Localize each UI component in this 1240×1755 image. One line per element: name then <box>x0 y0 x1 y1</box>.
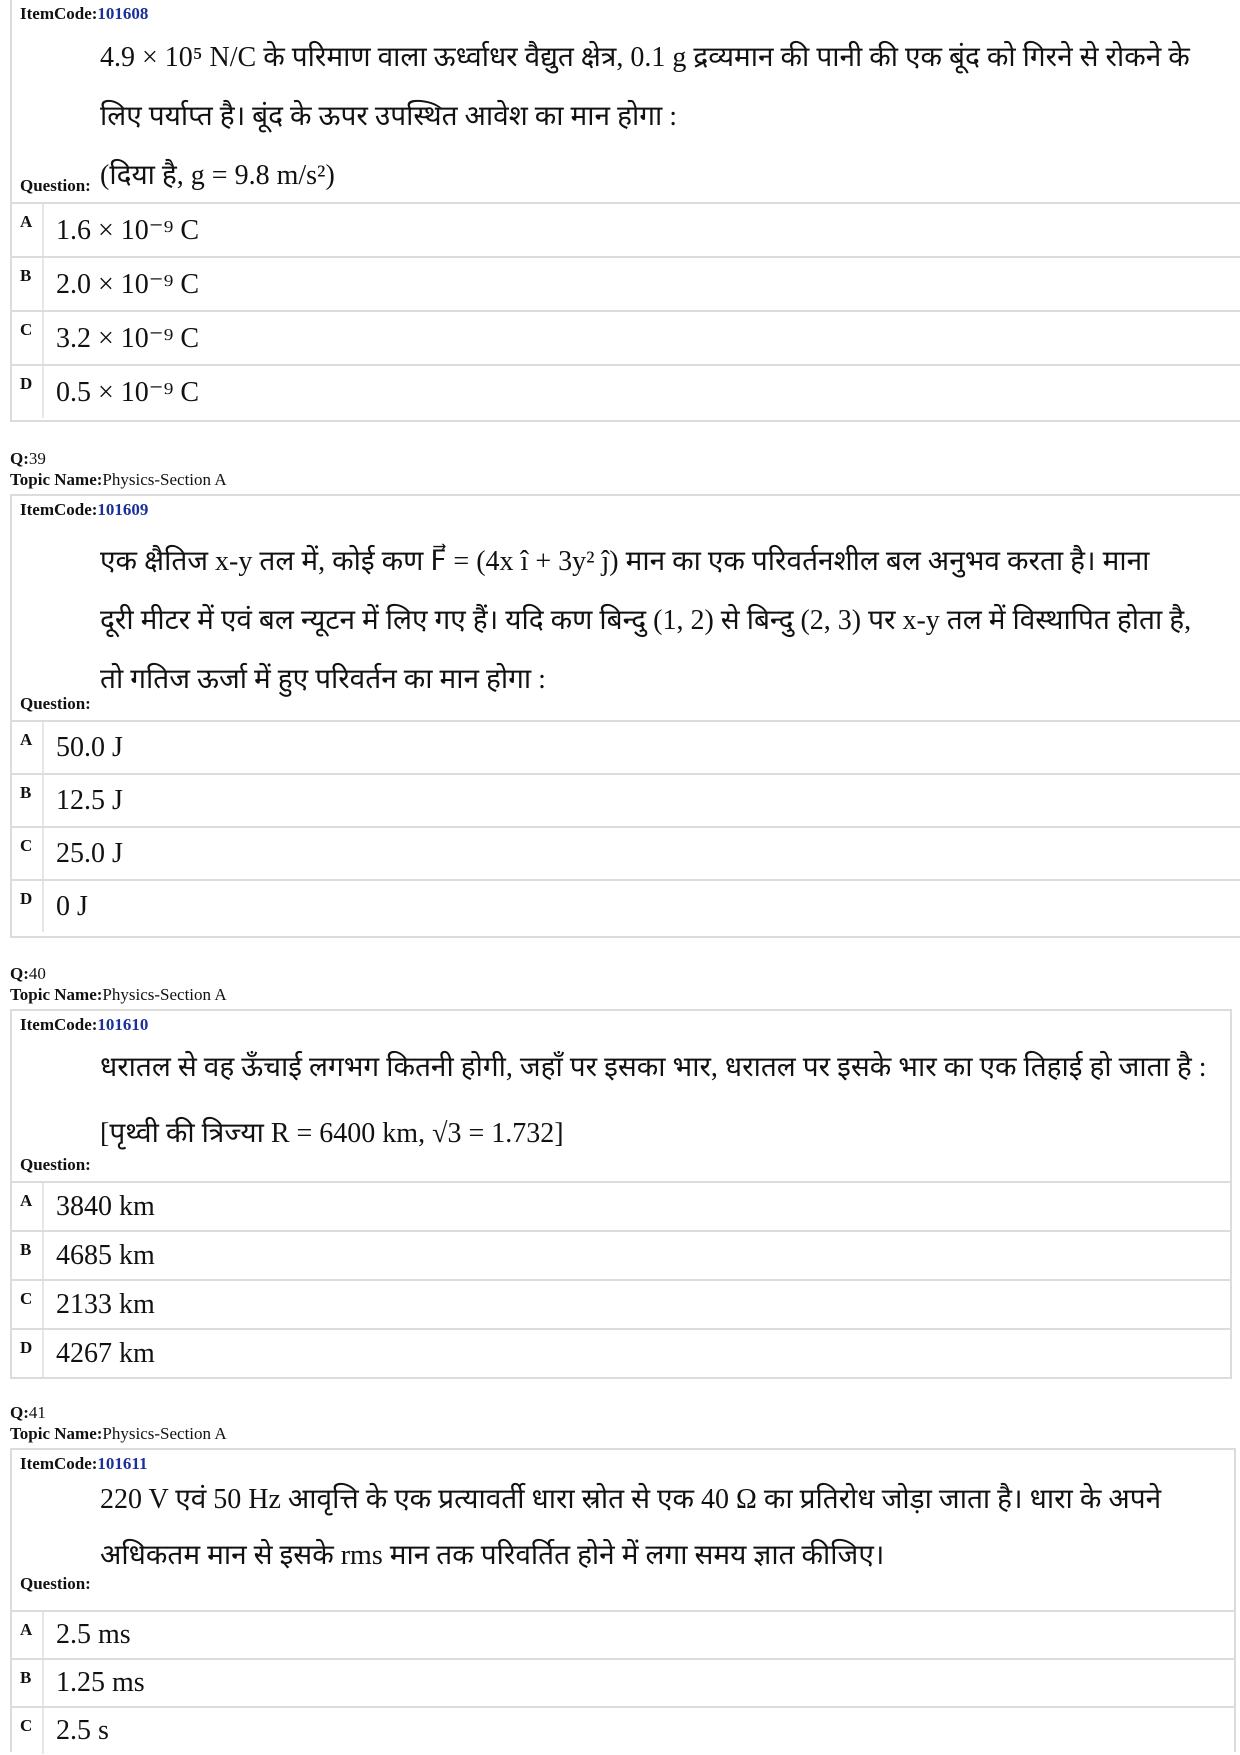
option-divider <box>42 828 44 879</box>
option-divider <box>42 1612 44 1658</box>
option-c[interactable] <box>12 1706 1234 1754</box>
question-meta-40 <box>10 963 227 1005</box>
question-meta-39 <box>10 448 227 490</box>
option-letter: A <box>20 212 33 231</box>
option-letter: D <box>20 374 33 393</box>
topic-prefix: Topic Name: <box>10 985 103 1004</box>
question-label: Question: <box>20 1155 91 1174</box>
q-prefix: Q: <box>10 1403 29 1422</box>
question-line-1: एक क्षैतिज x-y तल में, कोई कण F⃗ = (4x î + 3y² ĵ) मान का एक परिवर्तनशील बल अनुभव करता है। माना <box>100 546 1150 577</box>
question-meta-41 <box>10 1402 227 1444</box>
q-prefix: Q: <box>10 449 29 468</box>
options-list <box>12 202 1240 418</box>
item-code-label: ItemCode: <box>20 4 98 23</box>
option-a[interactable] <box>12 1181 1230 1230</box>
item-code-label: ItemCode: <box>20 1454 98 1473</box>
item-code-label: ItemCode: <box>20 1015 98 1034</box>
option-divider <box>42 258 44 310</box>
option-text: 3840 km <box>56 1190 155 1222</box>
question-number: 41 <box>28 1403 46 1422</box>
option-divider <box>42 775 44 826</box>
question-block-1 <box>10 0 1240 422</box>
question-block-41 <box>10 1448 1236 1752</box>
option-b[interactable] <box>12 256 1240 310</box>
topic-prefix: Topic Name: <box>10 1424 103 1443</box>
item-code-label: ItemCode: <box>20 500 98 519</box>
option-text: 2.0 × 10⁻⁹ C <box>56 269 200 300</box>
option-b[interactable] <box>12 1658 1234 1706</box>
options-list <box>12 1181 1230 1377</box>
option-letter: C <box>20 320 33 339</box>
option-letter: B <box>20 783 32 802</box>
option-b[interactable] <box>12 773 1240 826</box>
question-line-3: (दिया है, g = 9.8 m/s²) <box>100 160 335 191</box>
option-text: 4267 km <box>56 1337 155 1369</box>
question-line-3: तो गतिज ऊर्जा में हुए परिवर्तन का मान होगा : <box>100 664 546 695</box>
option-text: 2.5 s <box>56 1715 109 1746</box>
topic-prefix: Topic Name: <box>10 470 103 489</box>
item-code <box>12 0 1240 26</box>
option-text: 2.5 ms <box>56 1619 131 1650</box>
question-body <box>12 522 1240 720</box>
question-text <box>100 1472 1220 1584</box>
option-text: 1.25 ms <box>56 1667 145 1698</box>
option-letter: A <box>20 730 33 749</box>
option-letter: C <box>20 1716 33 1735</box>
option-divider <box>42 1232 44 1279</box>
option-text: 12.5 J <box>56 784 123 816</box>
question-block-39 <box>10 494 1240 938</box>
option-text: 2133 km <box>56 1288 155 1320</box>
option-b[interactable] <box>12 1230 1230 1279</box>
item-code-number: 101608 <box>97 4 149 23</box>
option-d[interactable] <box>12 364 1240 418</box>
question-body <box>12 1476 1234 1610</box>
question-text <box>100 532 1226 709</box>
question-line-2: अधिकतम मान से इसके rms मान तक परिवर्तित होने में लगा समय ज्ञात कीजिए। <box>100 1540 885 1571</box>
question-line-2: [पृथ्वी की त्रिज्या R = 6400 km, √3 = 1.732] <box>100 1118 564 1149</box>
question-body <box>12 26 1240 202</box>
option-text: 0.5 × 10⁻⁹ C <box>56 377 200 408</box>
options-list <box>12 1610 1234 1754</box>
question-line-1: 4.9 × 10⁵ N/C के परिमाण वाला ऊर्ध्वाधर वैद्युत क्षेत्र, 0.1 g द्रव्यमान की पानी की एक बूंद को गिरने से रोकने के <box>100 42 1190 73</box>
question-label: Question: <box>20 176 91 195</box>
question-line-2: दूरी मीटर में एवं बल न्यूटन में लिए गए हैं। यदि कण बिन्दु (1, 2) से बिन्दु (2, 3) पर x-y तल में विस्थापित होता है, <box>100 605 1192 636</box>
option-divider <box>42 366 44 418</box>
option-letter: B <box>20 1240 32 1259</box>
question-number: 40 <box>28 964 46 983</box>
option-divider <box>42 1330 44 1377</box>
option-divider <box>42 204 44 256</box>
question-number: 39 <box>28 449 46 468</box>
option-divider <box>42 1708 44 1754</box>
option-divider <box>42 881 44 932</box>
option-divider <box>42 1660 44 1706</box>
question-body <box>12 1037 1230 1181</box>
question-line-2: लिए पर्याप्त है। बूंद के ऊपर उपस्थित आवेश का मान होगा : <box>100 101 677 132</box>
option-a[interactable] <box>12 202 1240 256</box>
option-c[interactable] <box>12 1279 1230 1328</box>
option-d[interactable] <box>12 1328 1230 1377</box>
option-divider <box>42 312 44 364</box>
option-letter: C <box>20 1289 33 1308</box>
option-text: 3.2 × 10⁻⁹ C <box>56 323 200 354</box>
option-letter: D <box>20 1338 33 1357</box>
item-code-number: 101611 <box>97 1454 148 1473</box>
topic-name: Physics-Section A <box>102 470 227 489</box>
question-label: Question: <box>20 694 91 713</box>
option-text: 50.0 J <box>56 731 123 763</box>
topic-name: Physics-Section A <box>102 1424 227 1443</box>
option-divider <box>42 1281 44 1328</box>
option-a[interactable] <box>12 720 1240 773</box>
question-text <box>100 1035 1216 1167</box>
option-a[interactable] <box>12 1610 1234 1658</box>
question-line-1: धरातल से वह ऊँचाई लगभग कितनी होगी, जहाँ पर इसका भार, धरातल पर इसके भार का एक तिहाई हो जाता है : <box>100 1052 1207 1083</box>
option-divider <box>42 1183 44 1230</box>
option-letter: B <box>20 1668 32 1687</box>
q-prefix: Q: <box>10 964 29 983</box>
item-code-number: 101609 <box>97 500 149 519</box>
option-letter: A <box>20 1191 33 1210</box>
option-c[interactable] <box>12 826 1240 879</box>
option-text: 1.6 × 10⁻⁹ C <box>56 215 200 246</box>
option-letter: B <box>20 266 32 285</box>
option-letter: C <box>20 836 33 855</box>
item-code <box>12 496 1240 522</box>
topic-name: Physics-Section A <box>102 985 227 1004</box>
options-list <box>12 720 1240 932</box>
item-code <box>12 1011 1230 1037</box>
option-letter: A <box>20 1620 33 1639</box>
option-text: 0 J <box>56 890 88 922</box>
option-text: 25.0 J <box>56 837 123 869</box>
question-line-1: 220 V एवं 50 Hz आवृत्ति के एक प्रत्यावर्ती धारा स्रोत से एक 40 Ω का प्रतिरोध जोड़ा जाता है। धारा के अपने <box>100 1484 1162 1515</box>
question-block-40 <box>10 1009 1232 1379</box>
question-label: Question: <box>20 1574 91 1593</box>
option-text: 4685 km <box>56 1239 155 1271</box>
option-c[interactable] <box>12 310 1240 364</box>
option-letter: D <box>20 889 33 908</box>
option-divider <box>42 722 44 773</box>
option-d[interactable] <box>12 879 1240 932</box>
question-text <box>100 28 1226 205</box>
item-code-number: 101610 <box>97 1015 149 1034</box>
